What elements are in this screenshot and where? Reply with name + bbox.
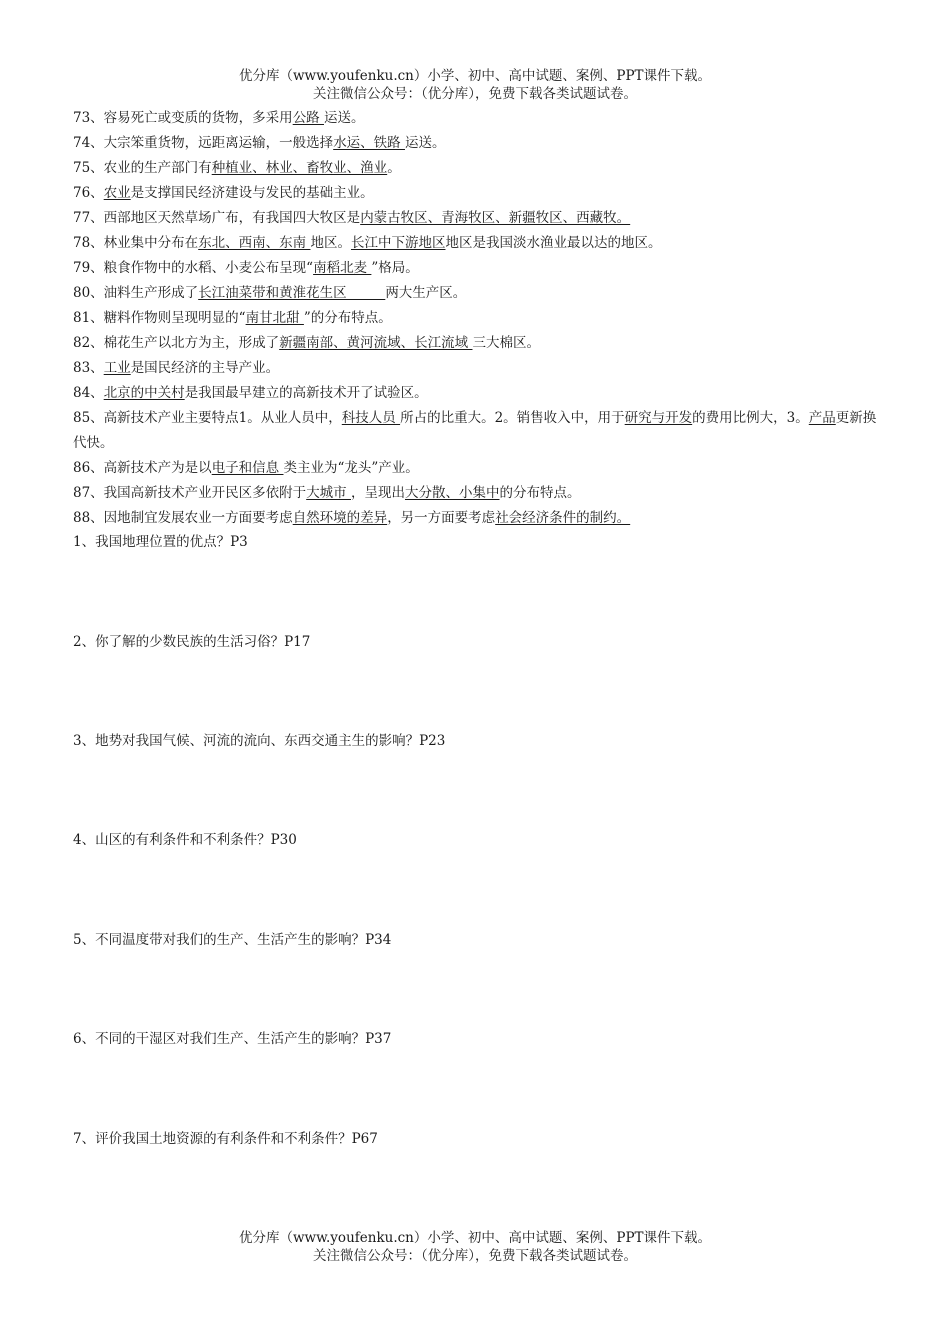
fill-in-list xyxy=(73,106,883,531)
answer: 研究与开发 xyxy=(624,410,693,426)
item-85: 85、高新技术产业主要特点1。从业人员中，科技人员 所占的比重大。2。销售收入中，用于研究与开发的费用比例大，3。产品更新换代快。 xyxy=(73,410,877,451)
answer: 长江中下游地区 xyxy=(350,235,446,251)
answer: 工业 xyxy=(103,360,131,376)
answer: 大城市 xyxy=(306,485,351,501)
header-line-2: 关注微信公众号：（优分库），免费下载各类试题试卷。 xyxy=(313,86,637,102)
footer-line-1: 优分库（www.youfenku.cn）小学、初中、高中试题、案例、PPT课件下载。 xyxy=(238,1230,712,1246)
answer: 电子和信息 xyxy=(211,460,284,476)
question-7: 7、评价我国土地资源的有利条件和不利条件？P67 xyxy=(73,1131,378,1147)
item-86: 86、高新技术产为是以电子和信息 类主业为“龙头”产业。 xyxy=(73,460,419,476)
item-75: 75、农业的生产部门有种植业、林业、畜牧业、渔业。 xyxy=(73,160,401,176)
answer: 种植业、林业、畜牧业、渔业 xyxy=(211,160,388,176)
page-header xyxy=(0,67,950,103)
answer: 农业 xyxy=(103,185,131,201)
answer: 科技人员 xyxy=(341,410,401,426)
answer: 长江油菜带和黄淮花生区 xyxy=(198,285,386,301)
answer: 产品 xyxy=(808,410,836,426)
item-74: 74、大宗笨重货物，远距离运输，一般选择水运、铁路 运送。 xyxy=(73,135,446,151)
question-4: 4、山区的有利条件和不利条件？P30 xyxy=(73,832,297,848)
answer: 水运、铁路 xyxy=(333,135,405,151)
item-79: 79、粮食作物中的水稻、小麦公布呈现“南稻北麦 ”格局。 xyxy=(73,260,419,276)
question-3: 3、地势对我国气候、河流的流向、东西交通主生的影响？P23 xyxy=(73,733,446,749)
item-88: 88、因地制宜发展农业一方面要考虑自然环境的差异，另一方面要考虑社会经济条件的制约。 xyxy=(73,510,631,526)
question-2: 2、你了解的少数民族的生活习俗？P17 xyxy=(73,634,311,650)
item-76: 76、农业是支撑国民经济建设与发民的基础主业。 xyxy=(73,185,374,201)
question-5: 5、不同温度带对我们的生产、生活产生的影响？P34 xyxy=(73,932,392,948)
answer: 公路 xyxy=(292,110,324,126)
answer: 社会经济条件的制约。 xyxy=(495,510,631,526)
item-73: 73、容易死亡或变质的货物，多采用公路 运送。 xyxy=(73,110,365,126)
question-6: 6、不同的干湿区对我们生产、生活产生的影响？P37 xyxy=(73,1031,392,1047)
item-82: 82、棉花生产以北方为主，形成了新疆南部、黄河流域、长江流域 三大棉区。 xyxy=(73,335,540,351)
answer: 南稻北麦 xyxy=(313,260,372,276)
item-80: 80、油料生产形成了长江油菜带和黄淮花生区 两大生产区。 xyxy=(73,285,467,301)
answer: 东北、西南、东南 xyxy=(198,235,311,251)
page-footer xyxy=(0,1229,950,1265)
answer: 大分散、小集中 xyxy=(404,485,500,501)
item-84: 84、北京的中关村是我国最早建立的高新技术开了试验区。 xyxy=(73,385,428,401)
item-83: 83、工业是国民经济的主导产业。 xyxy=(73,360,280,376)
answer: 内蒙古牧区、青海牧区、新疆牧区、西藏牧。 xyxy=(360,210,631,226)
item-81: 81、糖料作物则呈现明显的“南甘北甜 ”的分布特点。 xyxy=(73,310,392,326)
item-77: 77、西部地区天然草场广布，有我国四大牧区是内蒙古牧区、青海牧区、新疆牧区、西藏牧。 xyxy=(73,210,631,226)
header-line-1: 优分库（www.youfenku.cn）小学、初中、高中试题、案例、PPT课件下载。 xyxy=(238,68,712,84)
item-78: 78、林业集中分布在东北、西南、东南 地区。长江中下游地区地区是我国淡水渔业最以达的地区。 xyxy=(73,235,662,251)
answer: 北京的中关村 xyxy=(103,385,185,401)
item-87: 87、我国高新技术产业开民区多依附于大城市 ，呈现出大分散、小集中的分布特点。 xyxy=(73,485,581,501)
answer: 自然环境的差异 xyxy=(292,510,388,526)
footer-line-2: 关注微信公众号：（优分库），免费下载各类试题试卷。 xyxy=(313,1248,637,1264)
question-1: 1、我国地理位置的优点？P3 xyxy=(73,534,248,550)
answer: 新疆南部、黄河流域、长江流域 xyxy=(279,335,473,351)
answer: 南甘北甜 xyxy=(245,310,304,326)
